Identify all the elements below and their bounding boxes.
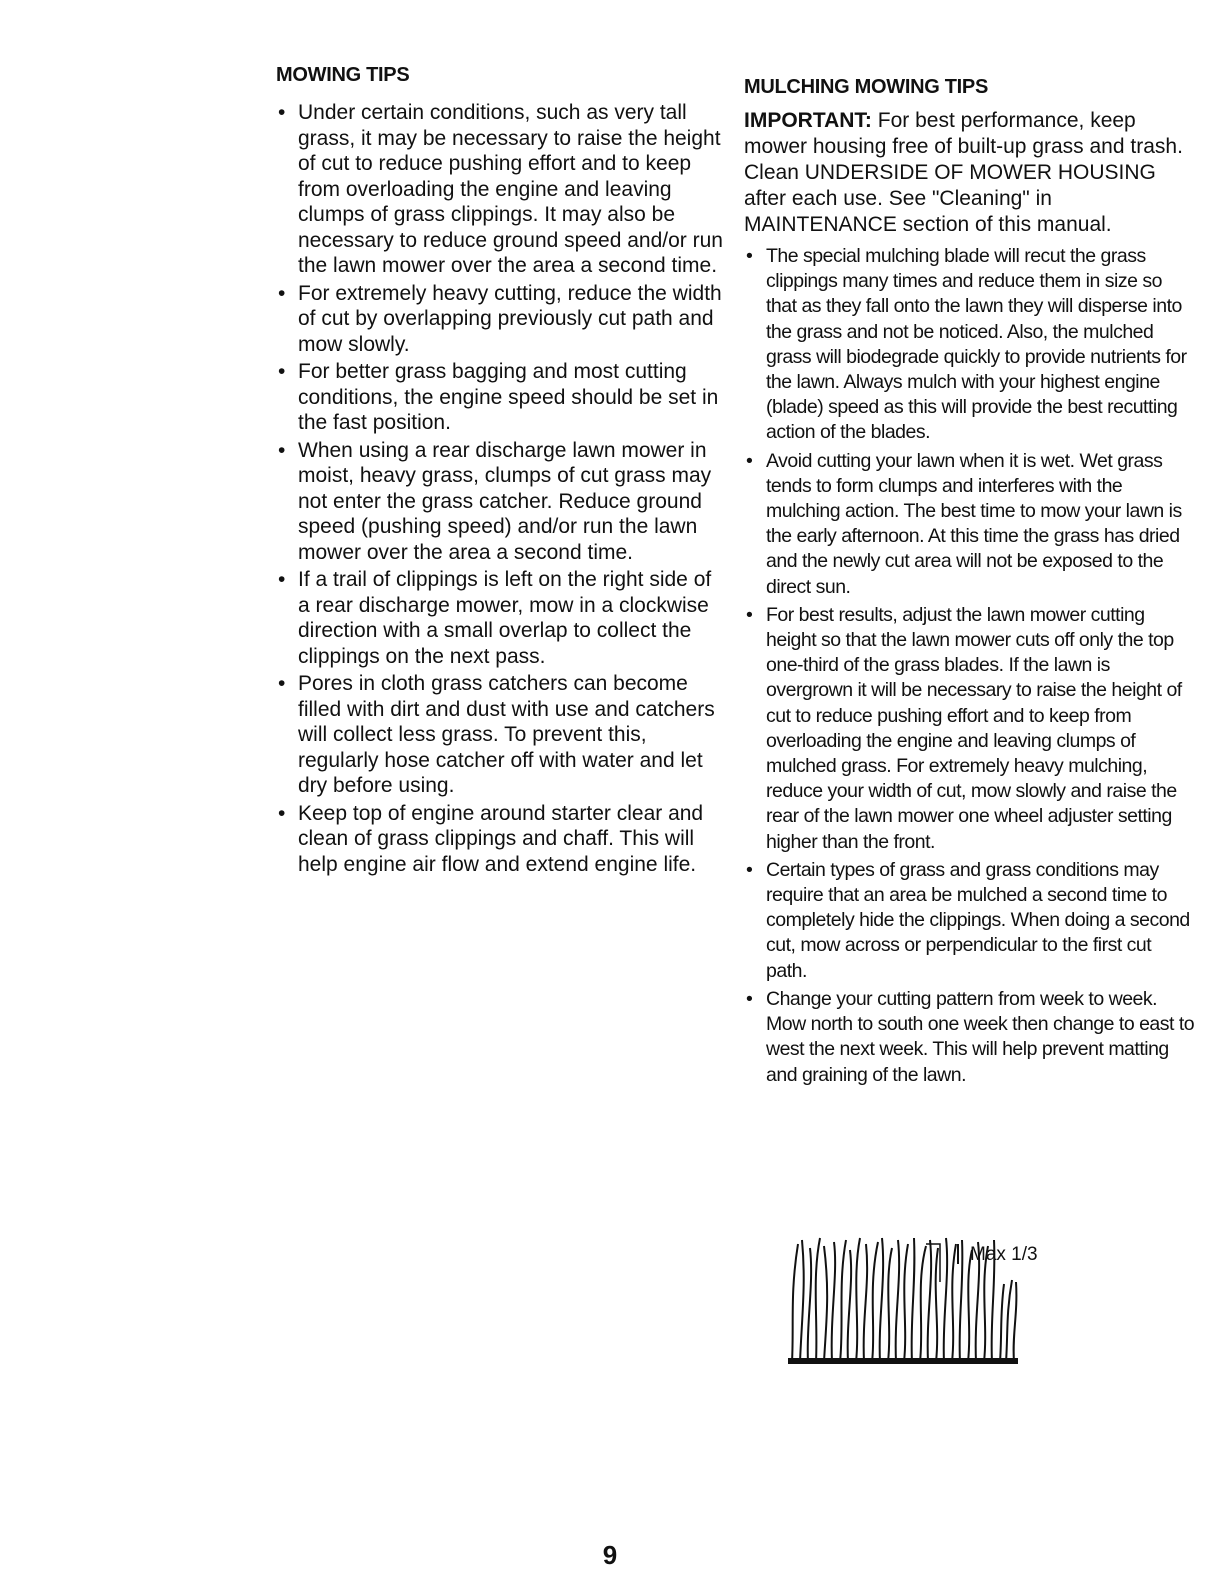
mowing-tip-item: • For better grass bagging and most cutting conditions, the engine speed should be set in the fast position. [276,359,726,436]
grass-height-illustration [788,1234,1088,1364]
mowing-tip-item: • Keep top of engine around starter clear and clean of grass clippings and chaff. This will help engine air flow and extend engine life. [276,801,726,878]
mulching-tips-heading: MULCHING MOWING TIPS [744,76,988,98]
mulching-tip-item: • Certain types of grass and grass conditions may require that an area be mulched a second time to completely hide the clippings. When doing a second cut, mow across or perpendicular to the first cut path. [744,858,1196,984]
important-text: For best performance, keep mower housing free of built-up grass and trash. Clean UNDERSIDE OF MOWER HOUSING after each use. See "Cleaning" in MAINTENANCE section of this manual. [744,109,1183,236]
mowing-tip-item: • When using a rear discharge lawn mower in moist, heavy grass, clumps of cut grass may not enter the grass catcher. Reduce ground speed (pushing speed) and/or run the lawn mower over the area a second time. [276,438,726,566]
mowing-tip-item: • If a trail of clippings is left on the right side of a rear discharge mower, mow in a clockwise direction with a small overlap to collect the clippings on the next pass. [276,567,726,669]
mowing-tip-item: • Under certain conditions, such as very tall grass, it may be necessary to raise the height of cut to reduce pushing effort and to keep from overloading the engine and leaving clumps of grass clippings. It may also be necessary to reduce ground speed and/or run the lawn mower over the area a second time. [276,100,726,279]
mulching-tip-item: • The special mulching blade will recut the grass clippings many times and reduce them in size so that as they fall onto the lawn they will disperse into the grass and not be noticed. Also, the mulched grass will biodegrade quickly to provide nutrients for the lawn. Always mulch with your highest engine (blade) speed as this will provide the best recutting action of the blades. [744,244,1196,446]
mowing-tips-list [276,100,726,877]
mowing-tip-item: • For extremely heavy cutting, reduce the width of cut by overlapping previously cut path and mow slowly. [276,281,726,358]
mulching-tip-item: • Change your cutting pattern from week to week. Mow north to south one week then change to east to west the next week. This will help prevent matting and graining of the lawn. [744,987,1196,1088]
max-third-label: Max 1/3 [970,1244,1038,1265]
mowing-tips-heading: MOWING TIPS [276,64,410,86]
mowing-tip-item: • Pores in cloth grass catchers can become filled with dirt and dust with use and catchers will collect less grass. To prevent this, regularly hose catcher off with water and let dry before using. [276,671,726,799]
mulching-tips-section [744,62,1196,1091]
mulching-tips-list [744,244,1196,1088]
mulching-tip-item: • Avoid cutting your lawn when it is wet. Wet grass tends to form clumps and interferes with the mulching action. The best time to mow your lawn is the early afternoon. At this time the grass has dried and the newly cut area will not be exposed to the direct sun. [744,449,1196,600]
ground-line [788,1358,1018,1364]
mowing-tips-section [276,62,726,879]
important-label: IMPORTANT: [744,109,872,132]
important-note [744,108,1196,238]
page-number: 9 [602,1540,618,1570]
mulching-tip-item: • For best results, adjust the lawn mower cutting height so that the lawn mower cuts off only the top one-third of the grass blades. If the lawn is overgrown it will be necessary to raise the height of cut to reduce pushing effort and to keep from overloading the engine and leaving clumps of mulched grass. For extremely heavy mulching, reduce your width of cut, mow slowly and raise the rear of the lawn mower one wheel adjuster setting higher than the front. [744,603,1196,855]
